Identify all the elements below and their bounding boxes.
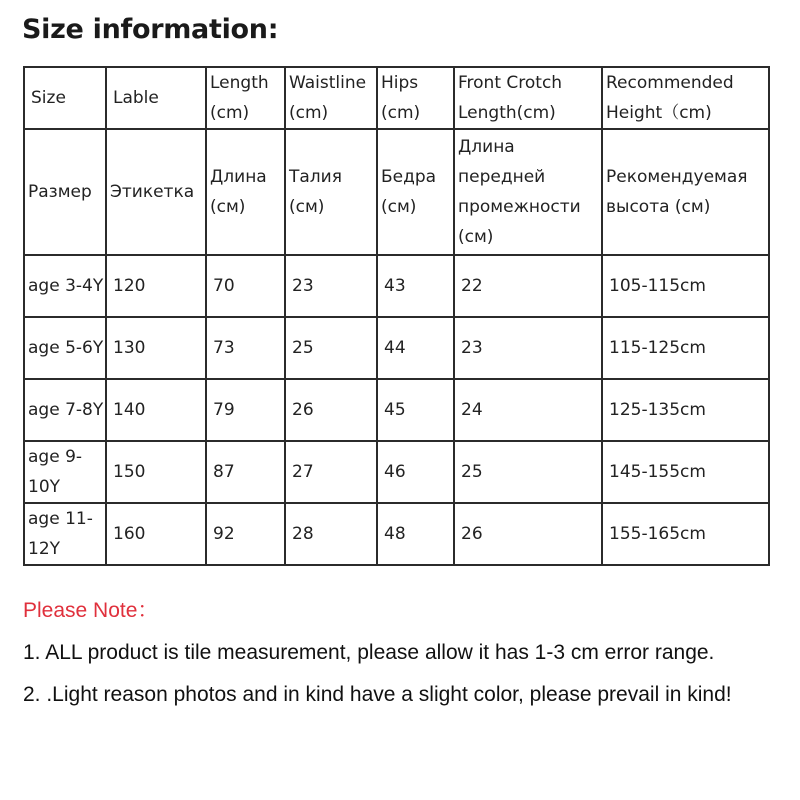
waistline-cell: 27	[285, 441, 377, 503]
front-crotch-cell: 24	[454, 379, 602, 441]
recommended-height-cell: 105-115cm	[602, 255, 769, 317]
label-cell: 120	[106, 255, 206, 317]
length-cell: 70	[206, 255, 285, 317]
waistline-cell: 25	[285, 317, 377, 379]
header-cell: Length (cm)	[206, 67, 285, 129]
header-row-english	[24, 67, 769, 129]
header-cell: Size	[24, 67, 106, 129]
size-cell: age 11-12Y	[24, 503, 106, 565]
header-cell: Размер	[24, 129, 106, 255]
note-section	[23, 590, 783, 716]
table-row	[24, 503, 769, 565]
header-cell: Рекомендуемая высота (см)	[602, 129, 769, 255]
header-cell: Талия (см)	[285, 129, 377, 255]
waistline-cell: 26	[285, 379, 377, 441]
hips-cell: 45	[377, 379, 454, 441]
page-title: Size information:	[22, 14, 279, 45]
hips-cell: 43	[377, 255, 454, 317]
length-cell: 79	[206, 379, 285, 441]
label-cell: 160	[106, 503, 206, 565]
size-table	[23, 66, 770, 566]
header-cell: Этикетка	[106, 129, 206, 255]
length-cell: 87	[206, 441, 285, 503]
header-cell: Бедра (см)	[377, 129, 454, 255]
size-cell: age 5-6Y	[24, 317, 106, 379]
front-crotch-cell: 25	[454, 441, 602, 503]
size-cell: age 9-10Y	[24, 441, 106, 503]
label-cell: 130	[106, 317, 206, 379]
header-cell: Lable	[106, 67, 206, 129]
size-cell: age 3-4Y	[24, 255, 106, 317]
hips-cell: 46	[377, 441, 454, 503]
label-cell: 150	[106, 441, 206, 503]
recommended-height-cell: 145-155cm	[602, 441, 769, 503]
recommended-height-cell: 125-135cm	[602, 379, 769, 441]
recommended-height-cell: 115-125cm	[602, 317, 769, 379]
table-row	[24, 441, 769, 503]
size-cell: age 7-8Y	[24, 379, 106, 441]
waistline-cell: 23	[285, 255, 377, 317]
front-crotch-cell: 22	[454, 255, 602, 317]
header-cell: Recommended Height（cm)	[602, 67, 769, 129]
header-cell: Waistline (cm)	[285, 67, 377, 129]
recommended-height-cell: 155-165cm	[602, 503, 769, 565]
note-title: Please Note：	[23, 599, 159, 622]
table-row	[24, 379, 769, 441]
length-cell: 73	[206, 317, 285, 379]
header-cell: Длина передней промежности (см)	[454, 129, 602, 255]
note-item: 2. .Light reason photos and in kind have a slight color, please prevail in kind!	[23, 683, 732, 706]
header-cell: Front Crotch Length(cm)	[454, 67, 602, 129]
header-row-russian	[24, 129, 769, 255]
length-cell: 92	[206, 503, 285, 565]
table-row	[24, 255, 769, 317]
hips-cell: 48	[377, 503, 454, 565]
waistline-cell: 28	[285, 503, 377, 565]
header-cell: Hips (cm)	[377, 67, 454, 129]
note-item: 1. ALL product is tile measurement, please allow it has 1-3 cm error range.	[23, 641, 715, 664]
front-crotch-cell: 26	[454, 503, 602, 565]
table-row	[24, 317, 769, 379]
front-crotch-cell: 23	[454, 317, 602, 379]
hips-cell: 44	[377, 317, 454, 379]
label-cell: 140	[106, 379, 206, 441]
header-cell: Длина (см)	[206, 129, 285, 255]
